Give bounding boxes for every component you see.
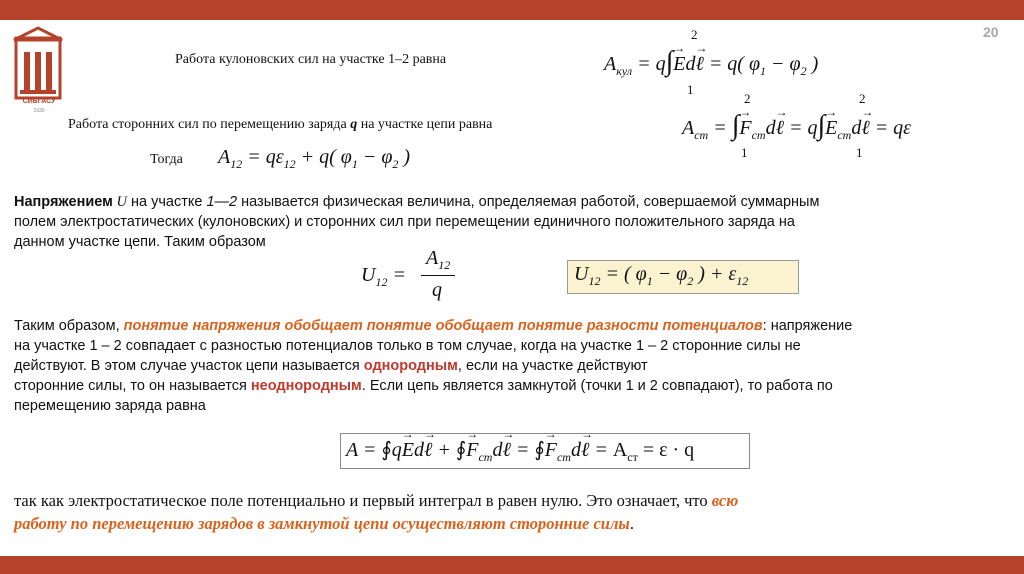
closed-loop-formula: A = ∮q→ Ed→ ℓ + ∮→ $F_{ст}d\to$ ℓ = ∮→ $F_{ст}d\to$ ℓ = $A_{ст} = \varepsilon \cdot q$ xyxy=(346,437,694,465)
logo-text: СИБГАСУ xyxy=(22,98,56,105)
external-upper-limit-2: 2 xyxy=(859,91,866,106)
conclusion-paragraph: так как электростатическое поле потенциально и первый интеграл в равен нулю. Это означает, что всю работу по перемещению зарядов в замкнутой цепи осуществляют сторонние силы. xyxy=(14,491,739,533)
external-lower-limit-1: 1 xyxy=(741,145,748,160)
fraction-bar xyxy=(421,275,455,276)
top-bar xyxy=(0,0,1024,20)
coulomb-formula: $A_{кул} = q\int\to Ed\to$ ℓ = q( $\varphi_1 - \varphi_2$ ) xyxy=(604,46,818,79)
voltage-definition: Напряжением U на участке 1—2 называется физическая величина, определяемая работой, совершаемой суммарным полем электростатических (кулоновских) и сторонних сил при перемещении единичного положительного заряда на данном участке цепи. Таким образом xyxy=(14,194,820,250)
coulomb-work-text: Работа кулоновских сил на участке 1–2 равна xyxy=(175,52,447,67)
fraction-denominator: q xyxy=(432,279,442,301)
coulomb-lower-limit: 1 xyxy=(687,82,694,97)
fraction-numerator: $A_{12}$ xyxy=(426,247,451,272)
logo-subtext: 1930 xyxy=(33,108,45,114)
external-upper-limit-1: 2 xyxy=(744,91,751,106)
voltage-formula: $U_{12}$ = ( $\varphi_1 - \varphi_2$ ) + $\varepsilon_{12}$ xyxy=(574,263,749,288)
bottom-bar xyxy=(0,556,1024,574)
coulomb-upper-limit: 2 xyxy=(691,27,698,42)
voltage-definition-formula: $U_{12}$ = xyxy=(361,264,406,289)
then-text: Тогда xyxy=(150,152,183,167)
external-lower-limit-2: 1 xyxy=(856,145,863,160)
external-work-text: Работа сторонних сил по перемещению заряда q на участке цепи равна xyxy=(68,117,493,132)
external-formula: $A_{ст}$ = ∫→ $F_{ст}d\to$ ℓ = $q\int\to E_{ст}d\to$ ℓ = qε xyxy=(682,110,911,143)
generalization-paragraph: Таким образом, понятие напряжения обобщает понятие обобщает понятие разности потенциалов: напряжение на участке 1 – 2 совпадает с разностью потенциалов только в том случае, когда на участке 1 – 2 сторонние силы не действуют. В этом случае участок цепи называется однородным, если на участке действуют сторонние силы, то он называется неоднородным. Если цепь является замкнутой (точки 1 и 2 совпадают), то работа по перемещению заряда равна xyxy=(14,318,853,414)
page-number: 20 xyxy=(983,24,999,40)
total-work-formula: $A_{12} = q\varepsilon_{12} + q$( $\varphi_1 - \varphi_2$ ) xyxy=(218,146,411,171)
